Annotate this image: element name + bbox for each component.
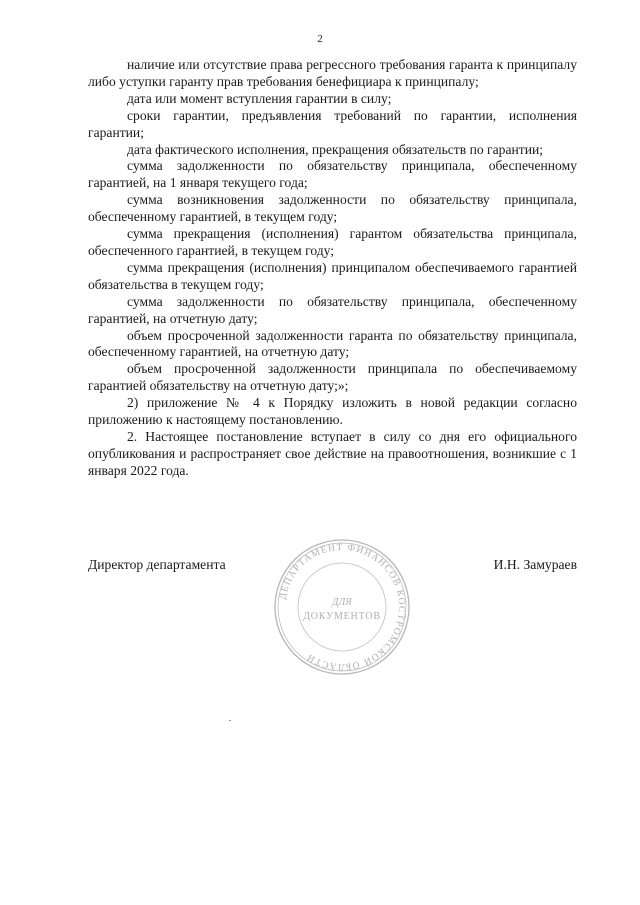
paragraph: 2) приложение № 4 к Порядку изложить в новой редакции согласно приложению к настоящему постановлению.	[88, 395, 577, 428]
paragraph: сумма прекращения (исполнения) принципалом обеспечиваемого гарантией обязательства в текущем году;	[88, 259, 577, 292]
official-stamp	[272, 537, 412, 677]
paragraph: 2. Настоящее постановление вступает в силу со дня его официального опубликования и распространяет свое действие на правоотношения, возникшие с 1 января 2022 года.	[88, 428, 577, 478]
paragraph: дата фактического исполнения, прекращения обязательств по гарантии;	[127, 141, 544, 157]
stamp-line-2: ДОКУМЕНТОВ	[303, 611, 381, 622]
page-number: 2	[317, 33, 323, 45]
paragraph: наличие или отсутствие права регрессного требования гаранта к принципалу либо уступки гаранту прав требования бенефициара к принципалу;	[88, 57, 577, 89]
scan-speck	[229, 720, 231, 721]
paragraph: объем просроченной задолженности гаранта по обязательству принципала, обеспеченному гарантией, на отчетную дату;	[88, 327, 577, 360]
paragraph: объем просроченной задолженности принципала по обеспечиваемому гарантией обязательству на отчетную дату;»;	[88, 361, 577, 394]
paragraph: сумма задолженности по обязательству принципала, обеспеченному гарантией, на 1 января текущего года;	[88, 158, 577, 191]
paragraph: сумма возникновения задолженности по обязательству принципала, обеспеченному гарантией, в текущем году;	[88, 192, 577, 225]
paragraph: сроки гарантии, предъявления требований по гарантии, исполнения гарантии;	[88, 107, 577, 140]
signatory-title: Директор департамента	[88, 557, 226, 572]
paragraph: сумма прекращения (исполнения) гарантом обязательства принципала, обеспеченного гарантией, в текущем году;	[88, 226, 577, 258]
paragraph: сумма задолженности по обязательству принципала, обеспеченному гарантией, на отчетную дату;	[88, 293, 577, 326]
stamp-ring-text: ДЕПАРТАМЕНТ ФИНАНСОВ КОСТРОМСКОЙ ОБЛАСТИ	[278, 542, 407, 672]
document-body	[88, 57, 577, 480]
signatory-name: И.Н. Замураев	[493, 557, 577, 572]
paragraph: дата или момент вступления гарантии в силу;	[127, 90, 392, 106]
stamp-line-1: ДЛЯ	[332, 597, 352, 608]
